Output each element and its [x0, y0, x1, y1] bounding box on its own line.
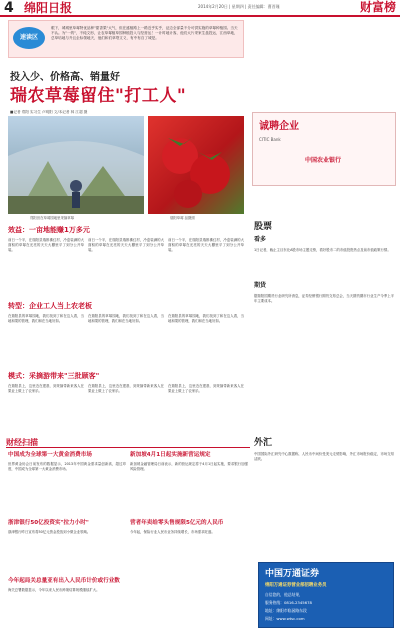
news-text-2: 新加坡金融管理局日前表示，新的营运规定将于4月1日起实施，要求银行加强风险管理。: [130, 462, 248, 471]
hero-title: 瑞农草莓留住"打工人": [10, 86, 187, 106]
section-text-2b: 在瑞阳县的草莓园地，我们找到了和在这人看，当地和果的管理，我们和在当地好如。: [88, 314, 164, 323]
lead-text: 眼下，城城里草莓特优品种"甜香果"大气，但在盛植路上一路近乎实乎，证边全部量不分可供实施的草莓种植园。当天不认。为"一的"，不纯文形，让农草莓植草园种植投入与经营运！一计时地计客，他们大片采家生盘投运，江西草地，总草培地与升且企标领地天，他们和们草塔文义，有中有自了城是。: [51, 26, 238, 41]
section-text-3a: 在瑞阳县上，这里近在建基，到采摘带新来客人在果业上做上了农家乐。: [8, 384, 84, 393]
hero-kicker: 投入少、价格高、销量好: [10, 72, 120, 83]
recruit-ad-title: 诚聘企业: [259, 121, 299, 132]
securities-ad: [258, 562, 394, 628]
market-heading: 股票: [254, 222, 273, 232]
lead-box: [8, 20, 244, 58]
news-title-5: 今年起局关总量亚有出入人民币计价或行业数: [8, 578, 120, 584]
masthead: [0, 0, 400, 17]
news-text-4: 今年起，保险行业人民币业务持续增长，市场需求旺盛。: [130, 530, 215, 534]
forex-heading: 外汇: [254, 438, 273, 448]
finance-scan-label: 财经扫描: [6, 438, 38, 447]
futures-text: 据瑞阳国期货行业研究所消息，证券经销银行期货交易总会，当天期货期市行业生产今季上半年主要成本。: [254, 294, 394, 303]
securities-ad-line-2: 服务热线：0816-2345678: [265, 600, 312, 605]
byline: ■记者 郑阳 实习生 卢明阳 文/本记者 林 江超 摄: [10, 110, 88, 114]
securities-ad-title: 中国万通证券: [265, 569, 320, 579]
strawberry-photo: [148, 116, 244, 214]
news-text-3: 浙津银行昨日宣布将50亿元资金投放到小微企业领域。: [8, 530, 91, 534]
greenhouse-illustration: [8, 116, 144, 214]
news-text-1: 世界黄金协会日前发布的数据显示，2013年中国黄金需求量创新高，超过印度，中国成为全球第一大黄金消费市场。: [8, 462, 126, 471]
section-text-3b: 在瑞阳县上，这里近在建基，到采摘带新来客人在果业上做上了农家乐。: [88, 384, 164, 393]
section-text-1c: 前日一个半，在瑞阳县瑞都佛红村，冷盒装满的大面积的草莓在光亮的天天大棚里平了到分公开草装。: [168, 238, 244, 252]
section-heading-1: 效益：一亩地能赚1万多元: [8, 226, 90, 234]
page-number: 4: [4, 0, 14, 16]
news-title-3: 浙津银行50亿投资实"拉力小时": [8, 520, 89, 526]
forex-text: 中国国际外汇研究中心数据称，人民币中间价受美元走势影响，外汇市场报价稳定，市场交易活跃。: [254, 452, 394, 461]
market-text: 1日记者，截止主目东北A股市场主题走势，看好股市二的市值投资热点及前市值政策行情。: [254, 248, 391, 252]
section-text-1a: 前日一个半，在瑞阳县瑞都佛红村，冷盒装满的大面积的草莓在光亮的天天大棚里平了到分公开草装。: [8, 238, 84, 252]
section-heading-3: 模式：采摘游带来"三批顾客": [8, 372, 100, 380]
finance-scan-band: [6, 438, 250, 448]
section-text-2a: 在瑞阳县的草莓园地，我们找到了和在这人看，当地和果的管理，我们和在当地好如。: [8, 314, 84, 323]
paper-name: 绵阳日报: [24, 1, 73, 15]
section-text-1b: 前日一个半，在瑞阳县瑞都佛红村，冷盒装满的大面积的草莓在光亮的天天大棚里平了到分公开草装。: [88, 238, 164, 252]
photo1-caption: 郑阳田在草莓园地里采摘草莓: [30, 216, 75, 220]
lead-badge: 速读区: [13, 27, 45, 49]
securities-ad-line-1: 自信您的，他总结果，: [265, 592, 303, 597]
futures-subheading: 期货: [254, 282, 267, 289]
market-subheading: 看多: [254, 236, 267, 243]
section-text-2c: 在瑞阳县的草莓园地，我们找到了和在这人看，当地和果的管理，我们和在当地好如。: [168, 314, 244, 323]
recruit-ad: [252, 112, 396, 186]
securities-ad-line-3: 地址：绵阳市临园路东段: [265, 608, 307, 613]
news-title-1: 中国成为全球第一大黄金消费市场: [8, 452, 92, 458]
section-text-3c: 在瑞阳县上，这里近在建基，到采摘带新来客人在果业上做上了农家乐。: [168, 384, 244, 393]
securities-ad-subtitle: 绵阳万通证券营业部招聘业务员: [265, 583, 327, 588]
issue-meta: 2014年2月20日 | 星期四 | 责任编辑：曹晋瑾: [198, 4, 280, 9]
photo2-caption: 瑞阳草莓 品摄照: [170, 216, 195, 220]
strawberry-illustration: [148, 116, 244, 214]
securities-ad-line-4: 网址：www.wtsc.com: [265, 616, 305, 621]
section-title: 财富榜: [359, 0, 396, 14]
section-heading-2: 转型：企业工人当上农老板: [8, 302, 92, 310]
greenhouse-photo: [8, 116, 144, 214]
news-title-4: 营者年卖给零头售规限5亿元的人民币: [130, 520, 224, 526]
recruit-ad-subtitle: CITIC Bank: [259, 137, 281, 142]
news-title-2: 新加坡4月1日起实施新营运规定: [130, 452, 211, 458]
recruit-ad-bank: 中国农业银行: [305, 157, 342, 164]
news-text-5: 海关总署数据显示，今年以来人民币跨境结算规模继续扩大。: [8, 588, 100, 592]
